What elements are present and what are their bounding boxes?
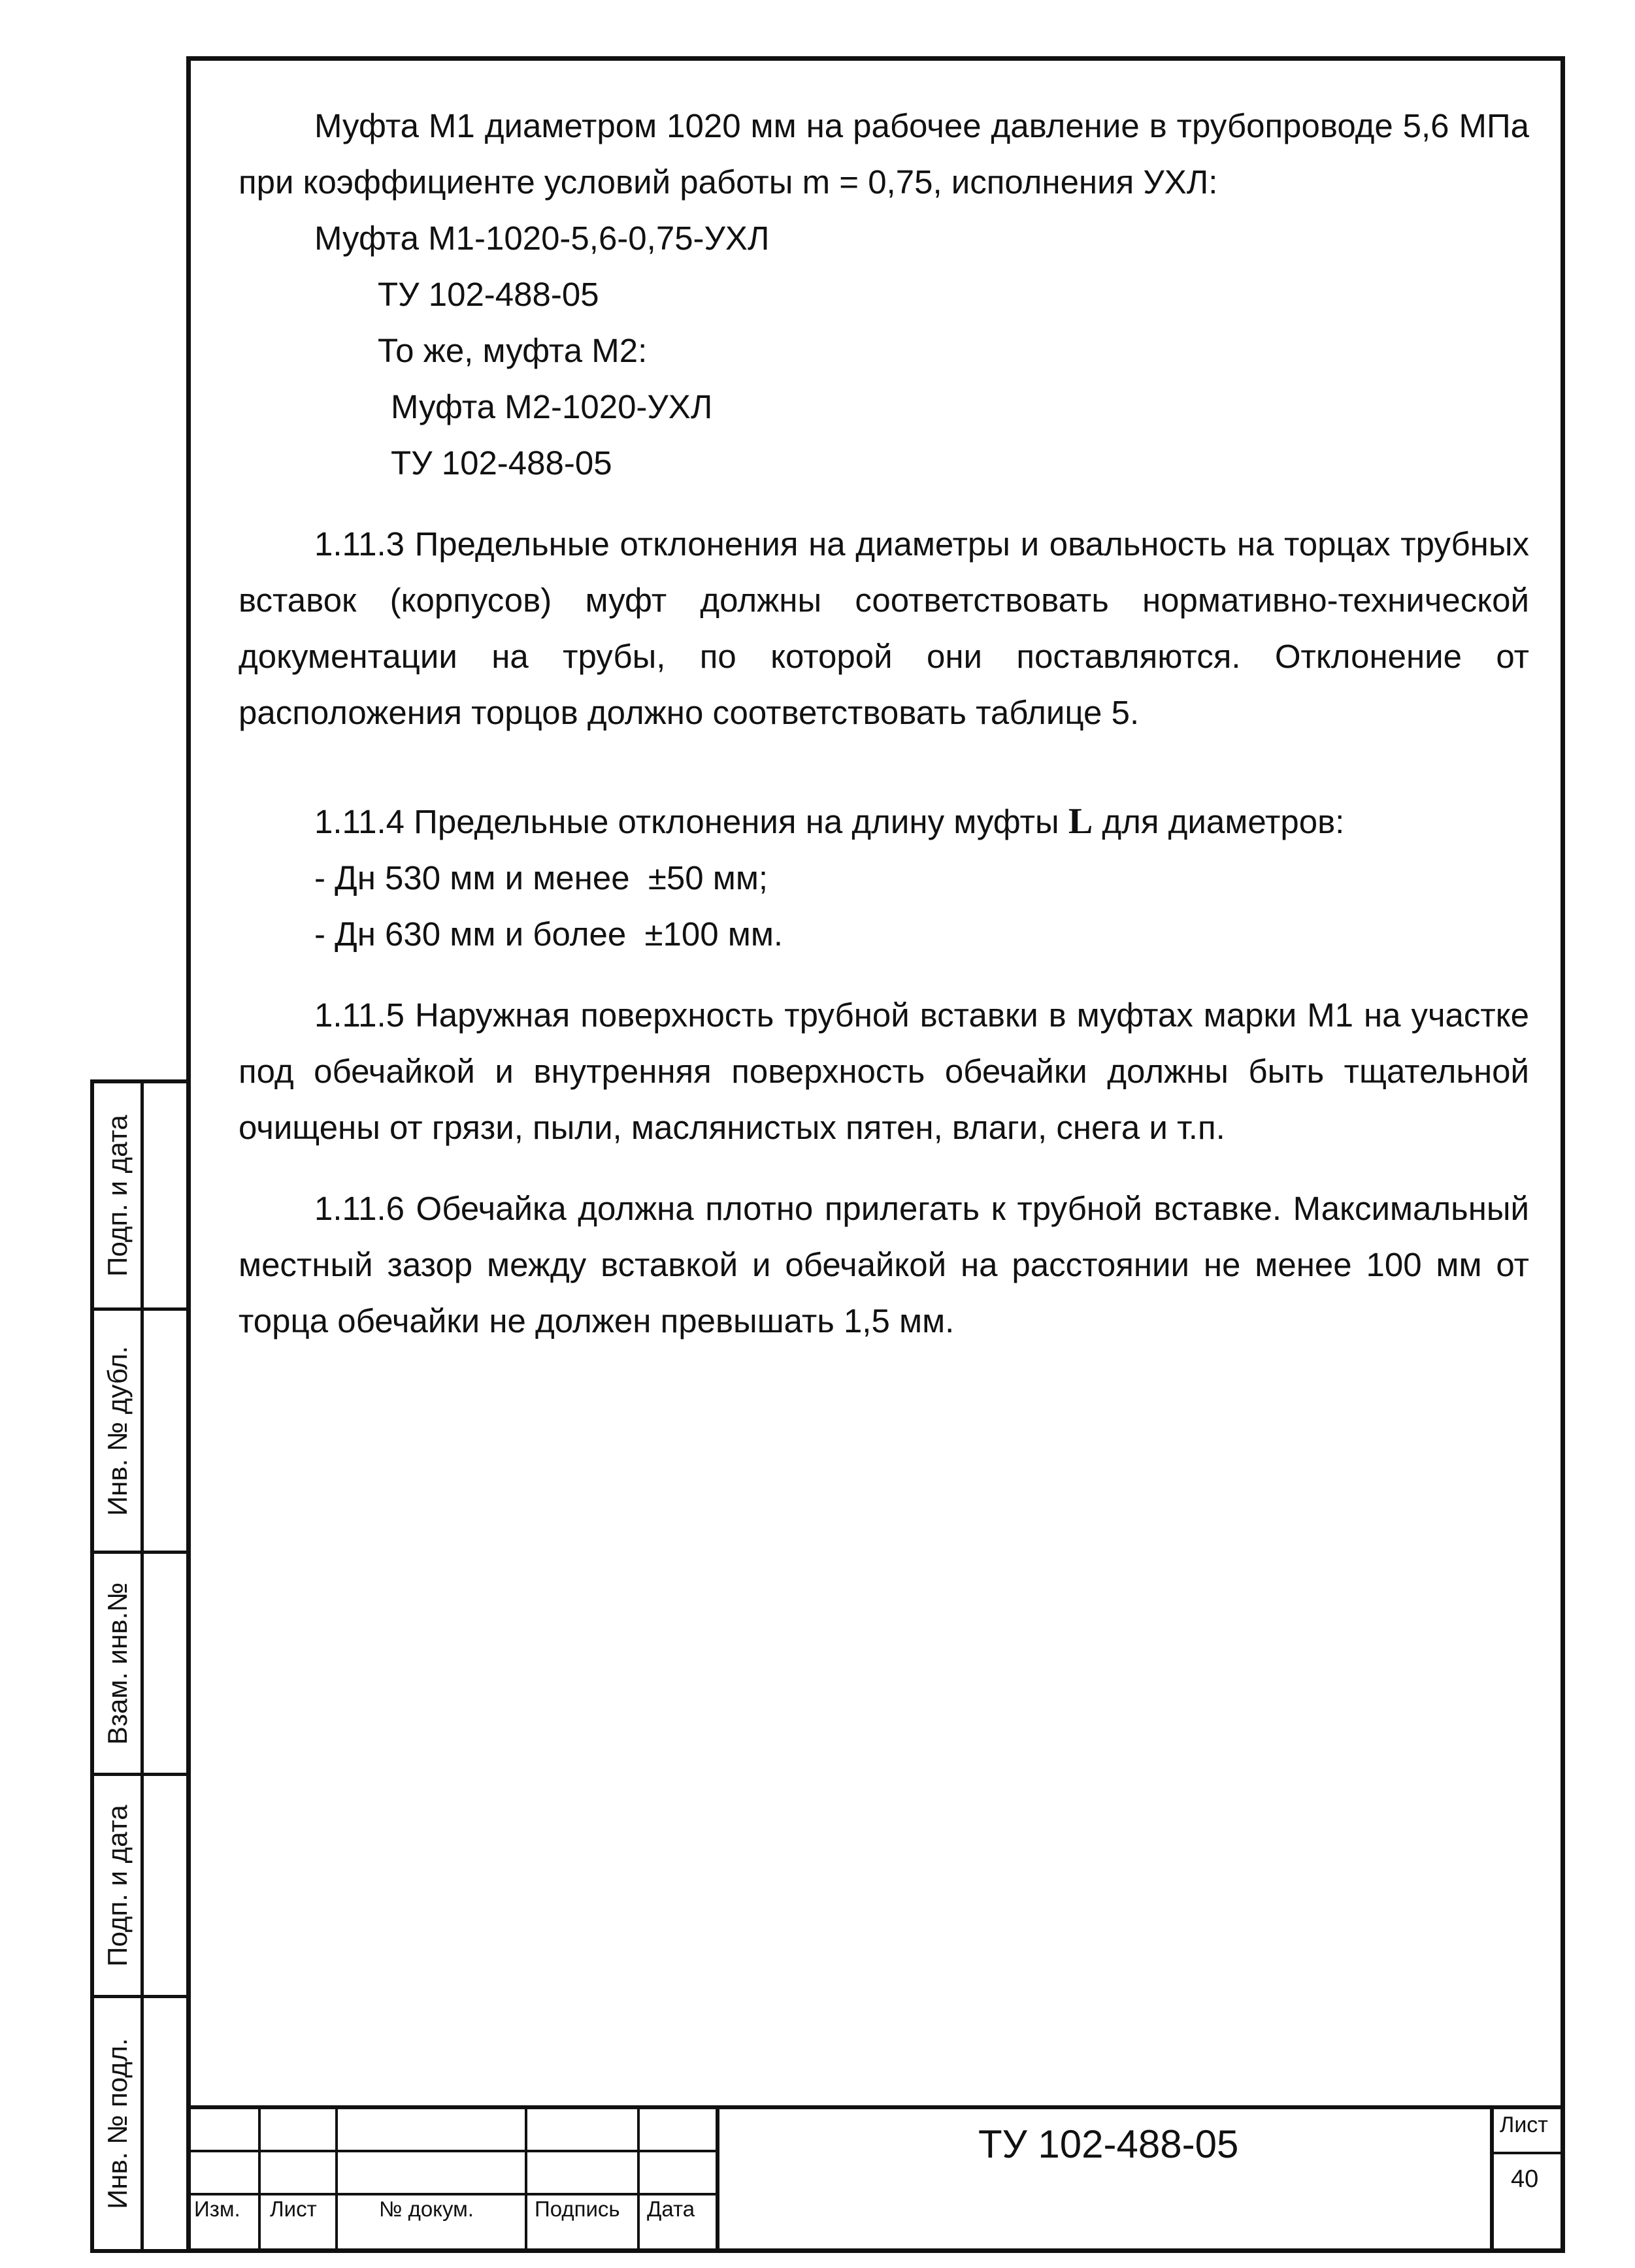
side-label-sign-date-2: Подп. и дата <box>101 1804 133 1967</box>
clause-1-11-3: 1.11.3 Предельные отклонения на диаметры и овальность на торцах трубных вставок (корпусов) муфт должны соответствовать нормативно-технической документации на трубы, по которой они поставляются. Отклонение от расположения торцов должно соответствовать таблице 5. <box>239 525 1529 731</box>
side-label-dup-inv: Инв. № дубл. <box>101 1345 133 1516</box>
title-col-date: Дата <box>647 2197 695 2221</box>
title-col-list: Лист <box>270 2197 317 2221</box>
title-col-izm: Изм. <box>194 2197 240 2221</box>
example-standard-2: ТУ 102-488-05 <box>391 444 612 482</box>
example-designation-m1: Муфта М1-1020-5,6-0,75-УХЛ <box>314 220 770 257</box>
side-label-sign-date-1: Подп. и дата <box>101 1114 133 1277</box>
clause-1-11-4-prefix: 1.11.4 Предельные отклонения на длину муфты <box>314 803 1068 840</box>
clause-1-11-4 <box>239 793 1529 850</box>
title-col-doc: № докум. <box>379 2197 474 2221</box>
side-cell-sign-date-2 <box>94 1776 191 1998</box>
clause-1-11-5: 1.11.5 Наружная поверхность трубной вставки в муфтах марки М1 на участке под обечайкой и внутренняя поверхность обечайки должны быть тщательной очищены от грязи, пыли, маслянистых пятен, влаги, снега и т.п. <box>239 996 1529 1146</box>
side-cell-orig-inv <box>94 1998 191 2249</box>
side-cell-replace-inv <box>94 1554 191 1776</box>
side-label-orig-inv: Инв. № подл. <box>101 2038 133 2209</box>
length-symbol: L <box>1068 801 1093 842</box>
example-intro: Муфта М1 диаметром 1020 мм на рабочее давление в трубопроводе 5,6 МПа при коэффициенте условий работы m = 0,75, исполнения УХЛ: <box>239 107 1529 201</box>
title-col-sign: Подпись <box>535 2197 620 2221</box>
side-cell-sign-date-1 <box>94 1083 191 1311</box>
clause-1-11-4-suffix: для диаметров: <box>1093 803 1345 840</box>
sheet-number: 40 <box>1511 2165 1539 2193</box>
sheet-caption: Лист <box>1500 2112 1548 2137</box>
document-body <box>239 98 1529 1349</box>
clause-1-11-4-item-2: - Дн 630 мм и более ±100 мм. <box>314 915 784 953</box>
side-stamp <box>90 1079 191 2253</box>
document-code: ТУ 102-488-05 <box>978 2122 1239 2166</box>
example-standard-1: ТУ 102-488-05 <box>378 276 599 313</box>
clause-1-11-6: 1.11.6 Обечайка должна плотно прилегать к трубной вставке. Максимальный местный зазор между вставкой и обечайкой на расстоянии не менее 100 мм от торца обечайки не должен превышать 1,5 мм. <box>239 1190 1529 1339</box>
clause-1-11-4-item-1: - Дн 530 мм и менее ±50 мм; <box>314 859 768 896</box>
example-same-m2: То же, муфта М2: <box>378 332 648 369</box>
example-designation-m2: Муфта М2-1020-УХЛ <box>391 388 713 425</box>
side-cell-dup-inv <box>94 1311 191 1554</box>
side-label-replace-inv: Взам. инв.№ <box>101 1582 133 1745</box>
